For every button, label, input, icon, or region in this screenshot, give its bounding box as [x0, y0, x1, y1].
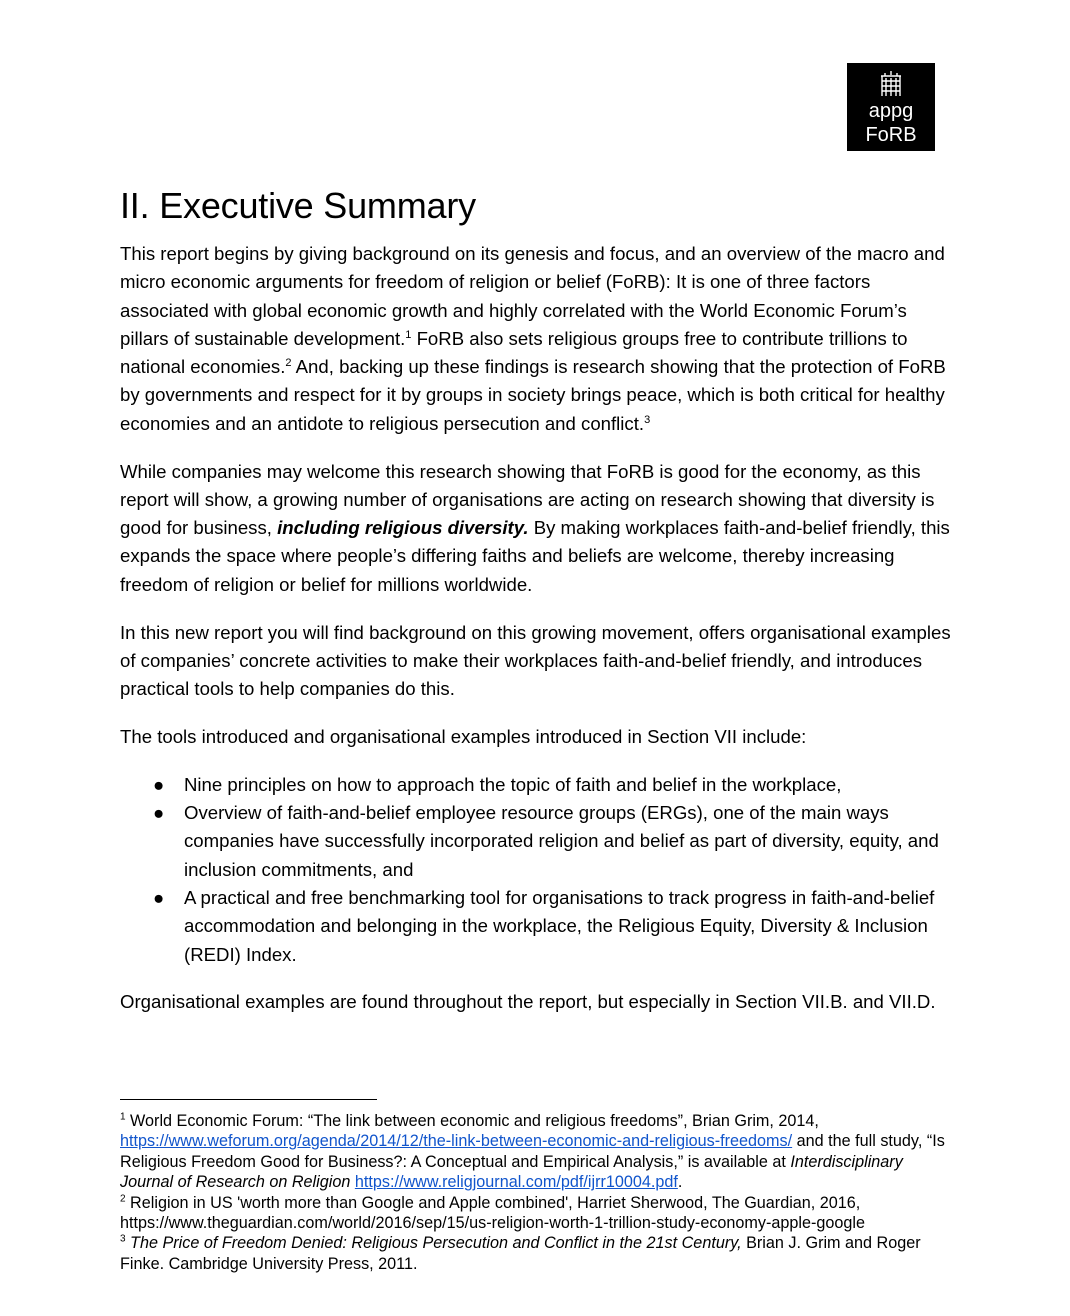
- bullet-icon: ●: [153, 802, 165, 824]
- tools-list: [120, 771, 955, 969]
- footnote-1-text-b: and the full study, “Is Religious Freedom Good for Business?: A Conceptual and Empirical Analysis,” is available at: [120, 1132, 945, 1171]
- intro-text-c: And, backing up these findings is research showing that the protection of FoRB by governments and respect for it by groups in society brings peace, which is both critical for healthy economies and an antidote to religious persecution and conflict.: [120, 356, 946, 434]
- paragraph-intro: [120, 240, 955, 438]
- footnote-ref-2[interactable]: 2: [285, 357, 292, 369]
- footnote-2-number: 2: [120, 1193, 126, 1205]
- list-item-text: Nine principles on how to approach the topic of faith and belief in the workplace,: [184, 773, 842, 795]
- appg-forb-logo: [847, 63, 935, 151]
- footnote-1-religjournal-link[interactable]: https://www.religjournal.com/pdf/ijrr10004.pdf: [354, 1173, 678, 1192]
- diversity-text-a: While companies may welcome this research showing that FoRB is good for the economy, as this report will show, a growing number of organisations are acting on research showing that diversity is good for business,: [120, 460, 935, 539]
- main-content: [120, 180, 955, 1036]
- footnote-3: [120, 1233, 960, 1274]
- logo-text-forb: FoRB: [865, 124, 917, 146]
- intro-text-b: FoRB also sets religious groups free to contribute trillions to national economies.: [120, 327, 908, 378]
- footnote-3-number: 3: [120, 1234, 126, 1246]
- footnote-1-number: 1: [120, 1111, 126, 1123]
- footnote-2-text: Religion in US 'worth more than Google and Apple combined', Harriet Sherwood, The Guardian, 2016, https://www.theguardian.com/world/2016/sep/15/us-religion-worth-1-trillion-study-economy-apple-google: [120, 1193, 865, 1233]
- intro-text-a: This report begins by giving background on its genesis and focus, and an overview of the macro and micro economic arguments for freedom of religion or belief (FoRB): It is one of three factors associated with global economic growth and highly correlated with the World Economic Forum’s pillars of sustainable development.: [120, 243, 945, 349]
- list-item: [120, 771, 955, 799]
- paragraph-tools-intro: The tools introduced and organisational examples introduced in Section VII include:: [120, 725, 807, 747]
- footnote-1-journal: Interdisciplinary Journal of Research on Religion: [120, 1152, 903, 1192]
- list-item-text: A practical and free benchmarking tool for organisations to track progress in faith-and-belief accommodation and belonging in the workplace, the Religious Equity, Diversity & Inclusion (REDI) Index.: [184, 886, 935, 965]
- footnote-divider: [120, 1099, 377, 1100]
- paragraph-diversity: [120, 458, 955, 599]
- paragraph-examples: Organisational examples are found throughout the report, but especially in Section VII.B. and VII.D.: [120, 991, 936, 1013]
- list-item: [120, 884, 955, 969]
- footnote-1: [120, 1111, 960, 1193]
- bullet-icon: ●: [153, 773, 165, 795]
- diversity-text-b: By making workplaces faith-and-belief friendly, this expands the space where people’s differing faiths and beliefs are welcome, thereby increasing freedom of religion or belief for millions worldwide.: [120, 517, 950, 595]
- footnote-1-text-d: .: [677, 1173, 683, 1192]
- emphasis-religious-diversity: including religious diversity.: [277, 517, 529, 539]
- logo-text-appg: appg: [868, 100, 914, 122]
- footnotes: [120, 1111, 960, 1274]
- footnote-1-weforum-link[interactable]: https://www.weforum.org/agenda/2014/12/the-link-between-economic-and-religious-freedoms/: [120, 1132, 793, 1151]
- footnote-ref-3[interactable]: 3: [644, 413, 651, 426]
- footnote-ref-1[interactable]: 1: [405, 328, 412, 341]
- list-item-text: Overview of faith-and-belief employee resource groups (ERGs), one of the main ways companies have successfully incorporated religion and belief as part of diversity, equity, and inclusion commitments, and: [184, 802, 939, 880]
- footnote-3-text: Brian J. Grim and Roger Finke. Cambridge University Press, 2011.: [120, 1234, 921, 1273]
- footnote-3-title: The Price of Freedom Denied: Religious Persecution and Conflict in the 21st Century,: [125, 1234, 742, 1253]
- page-title: II. Executive Summary: [120, 185, 476, 226]
- footnote-1-text-a: World Economic Forum: “The link between economic and religious freedoms”, Brian Grim, 2014,: [125, 1112, 819, 1130]
- list-item: [120, 799, 955, 884]
- portcullis-icon: [879, 70, 903, 98]
- footnote-2: [120, 1193, 960, 1234]
- bullet-icon: ●: [153, 886, 165, 908]
- paragraph-new-report: In this new report you will find background on this growing movement, offers organisational examples of companies’ concrete activities to make their workplaces faith-and-belief friendly, and introduces practical tools to help companies do this.: [120, 621, 951, 700]
